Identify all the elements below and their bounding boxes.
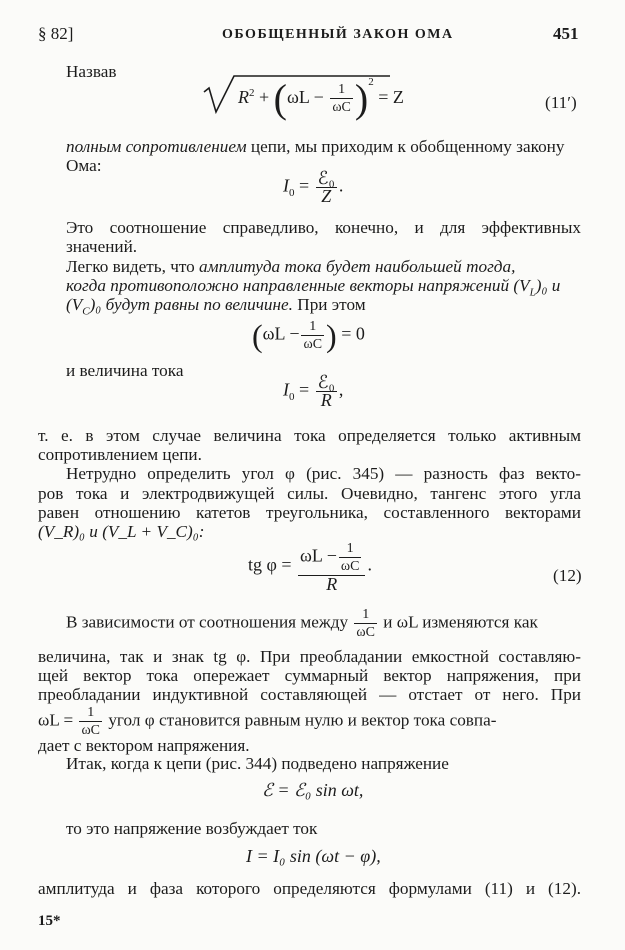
p2-line1: Это соотношение справедливо, конечно, и для эффективных xyxy=(66,218,581,237)
p1-italic: полным сопротивлением xyxy=(66,137,247,156)
eq11p-omegaL: ωL − xyxy=(286,87,324,107)
p7-line5-a: ωL = xyxy=(38,710,74,730)
p1-line2: Ома: xyxy=(66,156,102,175)
eqZero-num: 1 xyxy=(301,318,324,336)
p3-line3-c: )₀ xyxy=(89,295,102,314)
eqI2-end: , xyxy=(338,379,344,400)
eq11p-R: R xyxy=(238,87,249,107)
p2-line2: значений. xyxy=(66,237,138,256)
p7-line2: величина, так и знак tg φ. При преобладании емкостной составляю- xyxy=(38,647,581,666)
p1-rest: цепи, мы приходим к обобщенному закону xyxy=(246,137,565,156)
section-number: § 82] xyxy=(38,24,74,43)
running-title: ОБОБЩЕННЫЙ ЗАКОН ОМА xyxy=(222,27,454,42)
p7-frac-num: 1 xyxy=(354,606,377,624)
p7-line5-num: 1 xyxy=(79,704,102,722)
p7-line5-frac xyxy=(79,704,102,739)
p7-line3: щей вектор тока опережает суммарный вектор напряжения, при xyxy=(38,666,581,685)
eq-current: I = I₀ sin (ωt − φ), xyxy=(246,846,381,866)
eq-I0-R xyxy=(283,374,343,409)
p6-line2: ров тока и электродвижущей силы. Очевидно, тангенс этого угла xyxy=(38,484,581,503)
p3-line3-a: (V xyxy=(66,295,83,314)
eqI2-eq: = xyxy=(294,379,314,400)
eq11p-frac-num: 1 xyxy=(330,81,353,99)
eqI2-den: R xyxy=(320,390,332,410)
eqI1-frac xyxy=(316,170,337,205)
eqI1-I: I xyxy=(283,175,289,196)
eqZero-den: ωC xyxy=(303,337,323,352)
p5-line1: т. е. в этом случае величина тока определяется только активным xyxy=(38,426,581,445)
eqI2-frac xyxy=(316,374,337,409)
signature-mark: 15* xyxy=(38,913,61,929)
eq12-top-a: ωL − xyxy=(300,545,337,566)
p7-line5-den: ωC xyxy=(81,723,101,738)
p3-line2-d: )₀ и xyxy=(535,276,561,295)
eqI1-den: Z xyxy=(321,186,332,206)
eq12-top xyxy=(298,540,365,576)
eq-zero xyxy=(252,318,365,353)
eq11p-rhs: = Z xyxy=(378,87,404,107)
eqZero-rhs: = 0 xyxy=(336,323,365,344)
eqZero-rparen: ) xyxy=(326,317,337,354)
p9-text: то это напряжение возбуждает ток xyxy=(66,819,318,838)
p7-frac xyxy=(354,606,377,641)
p3-line2-c: L xyxy=(529,286,536,299)
eqI1-end: . xyxy=(338,175,344,196)
p3-b: амплитуда тока будет наибольшей тогда, xyxy=(199,257,516,276)
eq12-end: . xyxy=(367,554,372,575)
book-page: § 82] ОБОБЩЕННЫЙ ЗАКОН ОМА 451 Назвав $R^2 + (\omega L$ − $\frac{1}{\omega C}$ )$^2$ = Z (11′) полным сопротивлением цепи, мы приходим к обобщенному закону Ома: $I_0$ = ℰ₀ Z . Это соотношение справедливо, конечно, и для эффективных значений. Легко видеть, что амплитуда тока будет наибольшей тогда, когда противоположно направленные векторы напряжений $(V_L)_0$ и $(V_C)_0$ будут равны по величине. При этом (ωL − $\frac{1}{\omega C}$ ) = 0 и величина тока $I_0$ = ℰ₀ R , т. е. в этом случае величина тока определяется только активным сопротивлением цепи. Нетрудно определить угол φ (рис. 345) — разность фаз векто- ров тока и электродвижущей силы. Очевидно, тангенс этого угла равен отношению катетов треугольника, составленного векторами (V_R)₀ и (V_L + V_C)₀: tg φ = ωL − $\frac{1}{\omega C}$ R . (12) В зависимости от соотношения между $\frac{1}{\omega C}$ и ωL изменяются как величина, так и знак tg φ. При преобладании емкостной составляю- щей вектор тока опережает суммарный вектор напряжения, при преобладании индуктивной составляющей — отстает от него. При ωL = $\frac{1}{\omega C}$ угол φ становится равным нулю и вектор тока совпа- дает с вектором напряжения. Итак, когда к цепи (рис. 344) подведено напряжение ℰ = ℰ₀ sin ωt, то это напряжение возбуждает ток I = I₀ sin (ωt − φ), амплитуда и фаза которого определяются формулами (11) и (12). 15* xyxy=(0,0,625,950)
eq11p-R-sq: 2 xyxy=(249,87,255,99)
eqZero-lparen: ( xyxy=(252,317,263,354)
eqZero-left: ωL − xyxy=(262,323,300,344)
p7-line4: преобладании индуктивной составляющей — отстает от него. При xyxy=(38,685,581,704)
p1-line1 xyxy=(66,136,564,158)
p7-frac-den: ωC xyxy=(356,625,375,640)
p7-a: В зависимости от соотношения между xyxy=(66,612,349,632)
eq11p-lead: Назвав xyxy=(66,62,117,81)
eq12-formula xyxy=(248,540,372,593)
p8-line1: Итак, когда к цепи (рис. 344) подведено напряжение xyxy=(66,754,449,773)
p5-line2: сопротивлением цепи. xyxy=(38,445,202,464)
eq11p-tag: (11′) xyxy=(545,93,577,112)
p4-text: и величина тока xyxy=(66,361,184,380)
eq12-inner-frac xyxy=(339,540,362,575)
eqI1-num: ℰ₀ xyxy=(317,168,335,188)
p7-line5 xyxy=(38,704,581,739)
eq12-frac xyxy=(298,540,365,593)
p3-line3-b: C xyxy=(82,305,90,318)
p3-line2-b: (V xyxy=(513,276,530,295)
p3-line2-a: когда противоположно направленные векторы напряжений xyxy=(66,276,514,295)
eq12-lhs: tg φ = xyxy=(248,554,297,575)
p7-line5-b: угол φ становится равным нулю и вектор тока совпа- xyxy=(108,710,497,730)
p3-line3-d: будут равны по величине. xyxy=(101,295,293,314)
p3-a: Легко видеть, что xyxy=(66,257,200,276)
p7-b: и ωL изменяются как xyxy=(383,612,538,632)
eq12-bottom: R xyxy=(326,574,338,594)
eq11p-rparen: ) xyxy=(354,75,369,121)
eq-emf: ℰ = ℰ₀ sin ωt, xyxy=(262,780,364,800)
eqZero-frac xyxy=(301,318,324,353)
p6-line3: равен отношению катетов треугольника, составленного векторами xyxy=(38,503,581,522)
p7-line6: дает с вектором напряжения. xyxy=(38,736,250,755)
eq12-tag: (12) xyxy=(553,566,582,585)
eqI1-sub: 0 xyxy=(289,187,295,200)
page-number: 451 xyxy=(553,24,579,43)
p6-line1: Нетрудно определить угол φ (рис. 345) — разность фаз векто- xyxy=(66,464,581,483)
eq-I0-Z xyxy=(283,170,343,205)
eq11p-frac-den: ωC xyxy=(332,100,351,116)
eqI2-num: ℰ₀ xyxy=(317,372,335,392)
eq12-inner-den: ωC xyxy=(340,559,360,574)
eqI2-sub: 0 xyxy=(289,391,295,404)
eqI2-I: I xyxy=(283,379,289,400)
p10-text: амплитуда и фаза которого определяются формулами (11) и (12). xyxy=(38,879,581,898)
p3-line3-e: При этом xyxy=(292,295,366,314)
p7-line1 xyxy=(66,606,581,641)
eqI1-eq: = xyxy=(294,175,314,196)
eq11p-paren-sq: 2 xyxy=(368,76,374,88)
eq12-inner-num: 1 xyxy=(339,540,362,558)
eq11p-lparen: ( xyxy=(273,75,287,121)
eq11p-fraction xyxy=(330,81,353,116)
p6-line4: (V_R)₀ и (V_L + V_C)₀: xyxy=(38,522,205,541)
